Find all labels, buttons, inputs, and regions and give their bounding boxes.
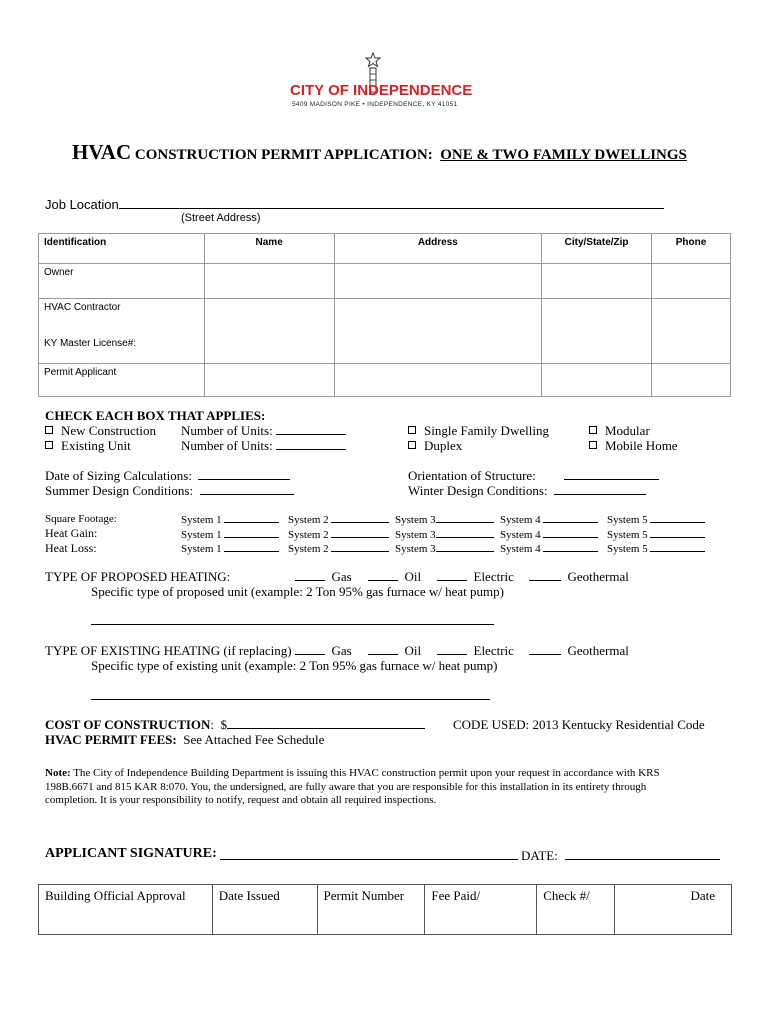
header-address: Address	[334, 234, 542, 264]
system-5-label: System 5	[607, 514, 648, 526]
orientation-row	[408, 468, 659, 484]
existing-electric-blank[interactable]	[437, 643, 467, 655]
row-label-contractor	[39, 299, 205, 364]
system-2-loss-input[interactable]	[331, 542, 389, 552]
approval-header-permit-number: Permit Number	[317, 885, 425, 935]
license-label: KY Master License#:	[44, 338, 137, 349]
contractor-address-cell[interactable]	[334, 299, 542, 364]
system-5-label: System 5	[607, 543, 648, 555]
existing-oil-option[interactable]	[368, 643, 421, 659]
system-5-sqft-input[interactable]	[650, 513, 705, 523]
system-4-label: System 4	[500, 543, 541, 555]
identification-table	[38, 233, 731, 397]
applicant-phone-cell[interactable]	[652, 364, 731, 397]
system-4-label: System 4	[500, 514, 541, 526]
job-location-row	[45, 197, 664, 212]
table-row	[39, 364, 731, 397]
approval-table	[38, 884, 732, 935]
table-row	[39, 299, 731, 364]
summer-design-row	[45, 483, 294, 499]
new-construction-label: New Construction	[61, 423, 156, 438]
system-3-label: System 3	[395, 528, 436, 541]
summer-design-label: Summer Design Conditions:	[45, 483, 194, 498]
system-4-sqft-input[interactable]	[543, 513, 598, 523]
existing-geothermal-label: Geothermal	[567, 643, 629, 658]
title-rest: CONSTRUCTION PERMIT APPLICATION:	[131, 147, 441, 163]
existing-unit-checkbox[interactable]	[45, 441, 53, 449]
system-4-label: System 4	[500, 528, 541, 541]
system-5-column	[607, 513, 705, 557]
table-header-row	[39, 234, 731, 264]
mobile-home-option[interactable]	[589, 438, 678, 454]
orientation-label: Orientation of Structure:	[408, 468, 536, 483]
approval-header-date-issued: Date Issued	[212, 885, 317, 935]
proposed-geothermal-blank[interactable]	[529, 569, 561, 581]
logo-city-name: CITY OF INDEPENDENCE	[290, 82, 473, 99]
owner-city-cell[interactable]	[542, 264, 652, 299]
system-4-gain-input[interactable]	[543, 528, 598, 538]
duplex-option[interactable]	[408, 438, 462, 454]
job-location-input[interactable]	[119, 197, 664, 209]
system-2-label: System 2	[288, 543, 329, 555]
system-1-gain-input[interactable]	[224, 528, 279, 538]
square-footage-label: Square Footage:	[45, 513, 117, 525]
units-row-1	[181, 423, 346, 439]
job-location-label: Job Location	[45, 197, 119, 212]
applicant-city-cell[interactable]	[542, 364, 652, 397]
proposed-geothermal-label: Geothermal	[567, 569, 629, 584]
proposed-oil-label: Oil	[404, 569, 422, 584]
cost-dollar: : $	[210, 717, 228, 732]
proposed-electric-blank[interactable]	[437, 569, 467, 581]
sizing-date-label: Date of Sizing Calculations:	[45, 468, 192, 483]
proposed-gas-label: Gas	[331, 569, 352, 584]
system-4-loss-input[interactable]	[543, 542, 598, 552]
system-1-label: System 1	[181, 543, 222, 555]
cost-label: COST OF CONSTRUCTION	[45, 717, 211, 732]
system-1-label: System 1	[181, 514, 222, 526]
system-5-loss-input[interactable]	[650, 542, 705, 552]
system-2-sqft-input[interactable]	[331, 513, 389, 523]
summer-design-input[interactable]	[200, 483, 294, 495]
applicant-name-cell[interactable]	[204, 364, 334, 397]
street-address-sublabel: (Street Address)	[181, 212, 261, 224]
existing-electric-label: Electric	[473, 643, 514, 658]
contractor-city-cell[interactable]	[542, 299, 652, 364]
mobile-home-label: Mobile Home	[605, 438, 678, 453]
winter-design-input[interactable]	[554, 483, 646, 495]
note-paragraph	[45, 767, 660, 808]
existing-gas-option[interactable]	[295, 643, 352, 659]
existing-gas-blank[interactable]	[295, 643, 325, 655]
system-3-sqft-input[interactable]	[436, 513, 494, 523]
system-4-column	[500, 513, 598, 557]
signature-input[interactable]	[220, 846, 518, 860]
proposed-gas-option[interactable]	[295, 569, 352, 585]
header-identification: Identification	[39, 234, 205, 264]
system-3-gain-input[interactable]	[436, 528, 494, 538]
modular-label: Modular	[605, 423, 650, 438]
duplex-label: Duplex	[424, 438, 463, 453]
single-family-option[interactable]	[408, 423, 549, 439]
contractor-label: HVAC Contractor	[44, 302, 121, 313]
existing-specific-input[interactable]	[91, 699, 490, 700]
winter-design-label: Winter Design Conditions:	[408, 483, 548, 498]
orientation-input[interactable]	[564, 468, 659, 480]
existing-gas-label: Gas	[331, 643, 352, 658]
proposed-specific-input[interactable]	[91, 624, 494, 625]
code-used-label: CODE USED: 2013 Kentucky Residential Code	[453, 717, 705, 732]
existing-unit-option[interactable]	[45, 438, 131, 454]
sizing-date-row	[45, 468, 290, 484]
winter-design-row	[408, 483, 646, 499]
system-2-column	[288, 513, 389, 557]
proposed-oil-blank[interactable]	[368, 569, 398, 581]
approval-header-fee-paid: Fee Paid/	[425, 885, 537, 935]
row-label-owner: Owner	[39, 264, 205, 299]
logo-address: 5409 MADISON PIKE • INDEPENDENCE, KY 41051	[292, 101, 458, 108]
system-1-column	[181, 513, 279, 557]
proposed-electric-label: Electric	[473, 569, 514, 584]
system-1-loss-input[interactable]	[224, 542, 279, 552]
header-city-state-zip: City/State/Zip	[542, 234, 652, 264]
table-row	[39, 885, 732, 935]
note-line-1: The City of Independence Building Department is issuing this HVAC construction permit upon your request in accordance with KRS	[70, 767, 660, 779]
system-3-loss-input[interactable]	[436, 542, 494, 552]
new-construction-checkbox[interactable]	[45, 426, 53, 434]
units-label: Number of Units:	[181, 438, 273, 453]
cost-row	[45, 717, 425, 733]
approval-header-date: Date	[615, 885, 732, 935]
units-input-1[interactable]	[276, 423, 346, 435]
contractor-phone-cell[interactable]	[652, 299, 731, 364]
existing-electric-option[interactable]	[437, 643, 514, 659]
sizing-date-input[interactable]	[198, 468, 290, 480]
cost-input[interactable]	[227, 717, 425, 729]
page-title	[72, 140, 687, 165]
modular-option[interactable]	[589, 423, 650, 439]
owner-phone-cell[interactable]	[652, 264, 731, 299]
duplex-checkbox[interactable]	[408, 441, 416, 449]
row-label-applicant: Permit Applicant	[39, 364, 205, 397]
heat-gain-label: Heat Gain:	[45, 526, 98, 540]
system-1-sqft-input[interactable]	[224, 513, 279, 523]
existing-oil-label: Oil	[404, 643, 422, 658]
single-family-checkbox[interactable]	[408, 426, 416, 434]
system-3-label: System 3	[395, 514, 436, 526]
header-phone: Phone	[652, 234, 731, 264]
heat-loss-label: Heat Loss:	[45, 541, 97, 555]
system-2-label: System 2	[288, 514, 329, 526]
proposed-oil-option[interactable]	[368, 569, 421, 585]
existing-oil-blank[interactable]	[368, 643, 398, 655]
note-line-2: 198B.6671 and 815 KAR 8:070. You, the undersigned, are fully aware that you are responsible for this installation in its entirety through	[45, 780, 647, 793]
check-heading: CHECK EACH BOX THAT APPLIES:	[45, 408, 266, 423]
proposed-geothermal-option[interactable]	[529, 569, 629, 585]
single-family-label: Single Family Dwelling	[424, 423, 549, 438]
fees-label: HVAC PERMIT FEES:	[45, 732, 177, 747]
note-line-3: completion. It is your responsibility to notify, request and obtain all required inspections.	[45, 794, 437, 806]
title-prefix: HVAC	[72, 140, 132, 164]
fees-row	[45, 732, 324, 748]
system-5-label: System 5	[607, 528, 648, 541]
proposed-heating-label: TYPE OF PROPOSED HEATING:	[45, 569, 231, 584]
system-1-label: System 1	[181, 528, 222, 541]
owner-address-cell[interactable]	[334, 264, 542, 299]
approval-header-check: Check #/	[537, 885, 615, 935]
system-3-label: System 3	[395, 543, 436, 555]
system-3-column	[395, 513, 494, 557]
proposed-electric-option[interactable]	[437, 569, 514, 585]
title-underlined: ONE & TWO FAMILY DWELLINGS	[440, 147, 687, 163]
units-input-2[interactable]	[276, 438, 346, 450]
note-label: Note:	[45, 767, 71, 779]
table-row	[39, 264, 731, 299]
existing-specific-label: Specific type of existing unit (example: 2 Ton 95% gas furnace w/ heat pump)	[91, 658, 498, 673]
fees-value: See Attached Fee Schedule	[176, 732, 325, 747]
signature-date-input[interactable]	[565, 846, 720, 860]
modular-checkbox[interactable]	[589, 426, 597, 434]
system-2-label: System 2	[288, 528, 329, 541]
owner-name-cell[interactable]	[204, 264, 334, 299]
system-5-gain-input[interactable]	[650, 528, 705, 538]
proposed-gas-blank[interactable]	[295, 569, 325, 581]
existing-unit-label: Existing Unit	[61, 438, 131, 453]
system-2-gain-input[interactable]	[331, 528, 389, 538]
existing-geothermal-option[interactable]	[529, 643, 629, 659]
header-name: Name	[204, 234, 334, 264]
existing-heating-label: TYPE OF EXISTING HEATING (if replacing)	[45, 643, 292, 658]
contractor-name-cell[interactable]	[204, 299, 334, 364]
signature-label: APPLICANT SIGNATURE:	[45, 846, 217, 861]
applicant-address-cell[interactable]	[334, 364, 542, 397]
proposed-specific-label: Specific type of proposed unit (example: 2 Ton 95% gas furnace w/ heat pump)	[91, 584, 504, 599]
existing-geothermal-blank[interactable]	[529, 643, 561, 655]
approval-header-official: Building Official Approval	[39, 885, 213, 935]
new-construction-option[interactable]	[45, 423, 156, 439]
signature-date-label: DATE:	[521, 848, 558, 863]
units-row-2	[181, 438, 346, 454]
units-label: Number of Units:	[181, 423, 273, 438]
mobile-home-checkbox[interactable]	[589, 441, 597, 449]
